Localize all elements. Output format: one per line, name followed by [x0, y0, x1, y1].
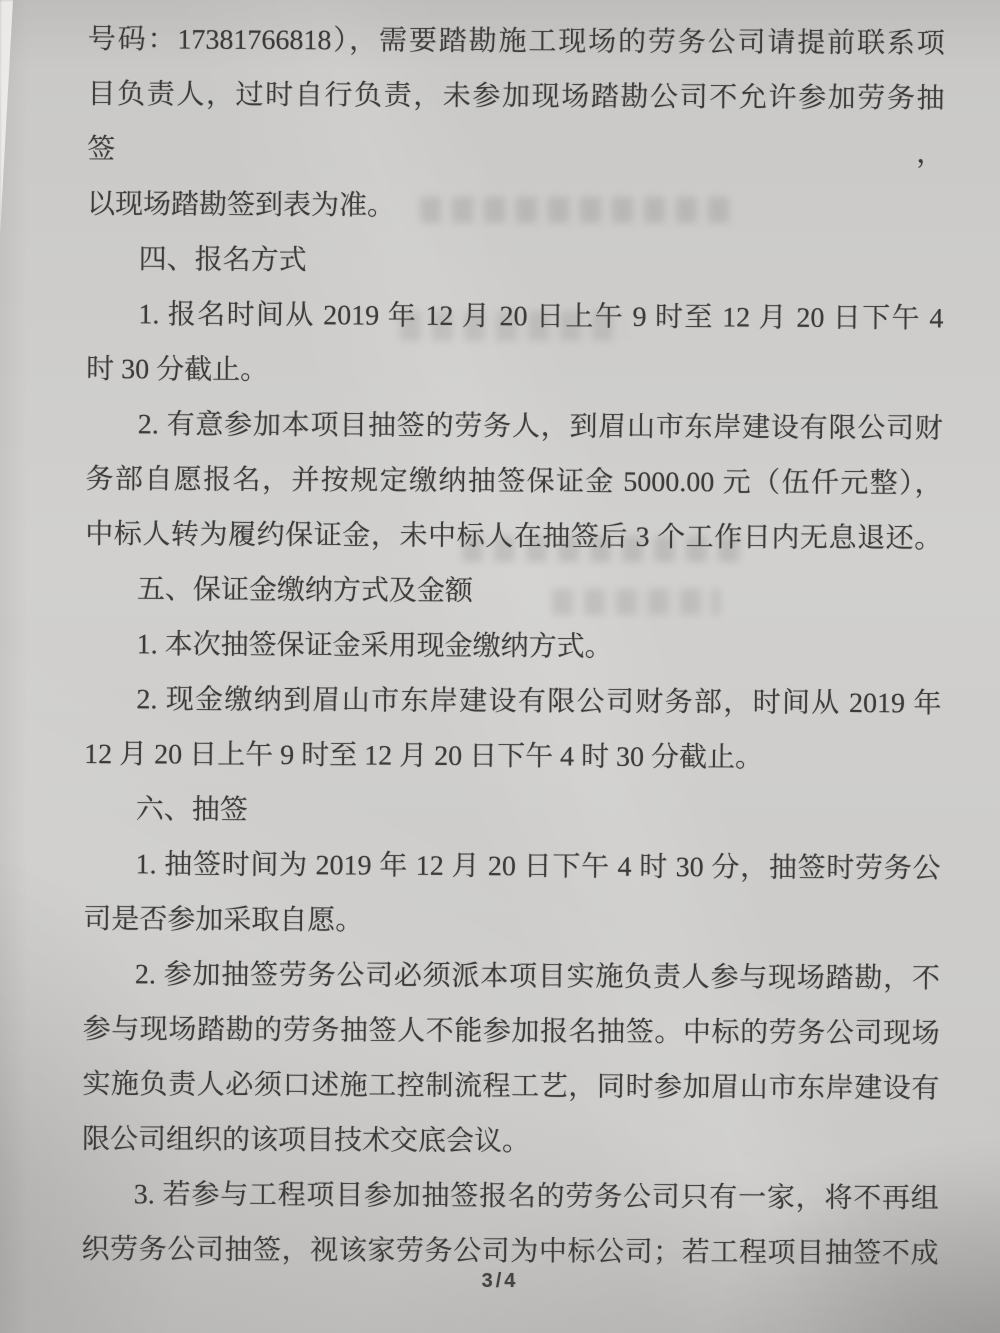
text-line: 号码：17381766818），需要踏勘施工现场的劳务公司请提前联系项: [87, 23, 945, 60]
text-line: 务部自愿报名，并按规定缴纳抽签保证金 5000.00 元（伍仟元整），: [85, 463, 943, 500]
text-line: 1. 抽签时间为 2019 年 12 月 20 日下午 4 时 30 分，抽签时劳务公: [135, 849, 941, 885]
text-line: 实施负责人必须口述施工控制流程工艺，同时参加眉山市东岸建设有: [82, 1068, 940, 1105]
text-line: 目负责人，过时自行负责，未参加现场踏勘公司不允许参加劳务抽签，: [87, 78, 945, 170]
text-line: 中标人转为履约保证金，未中标人在抽签后 3 个工作日内无息退还。: [85, 518, 943, 555]
section-heading-5: 五、保证金缴纳方式及金额: [136, 574, 474, 608]
document-body: [81, 12, 945, 1281]
text-line: 时 30 分截止。: [86, 353, 269, 386]
text-line: 2. 有意参加本项目抽签的劳务人，到眉山市东岸建设有限公司财: [137, 409, 943, 445]
text-line: 2. 现金缴纳到眉山市东岸建设有限公司财务部，时间从 2019 年: [136, 684, 942, 720]
text-line: 限公司组织的该项目技术交底会议。: [82, 1123, 531, 1158]
text-line: 3. 若参与工程项目参加抽签报名的劳务公司只有一家，将不再组: [133, 1179, 939, 1215]
page-number: 3/4: [481, 1270, 519, 1292]
text-line: 12 月 20 日上午 9 时至 12 月 20 日下午 4 时 30 分截止。: [84, 738, 764, 774]
text-line: 参与现场踏勘的劳务抽签人不能参加报名抽签。中标的劳务公司现场: [82, 1013, 940, 1050]
text-line: 织劳务公司抽签，视该家劳务公司为中标公司；若工程项目抽签不成: [81, 1233, 939, 1270]
paper-edge-highlight: [0, 0, 16, 240]
text-line: 以现场踏勘签到表为准。: [86, 188, 396, 222]
text-line: 2. 参加抽签劳务公司必须派本项目实施负责人参与现场踏勘，不: [134, 959, 941, 995]
text-line: 1. 报名时间从 2019 年 12 月 20 日上午 9 时至 12 月 20 日下午 4: [138, 299, 944, 335]
section-heading-6: 六、抽签: [135, 794, 248, 826]
text-line: 司是否参加采取自愿。: [83, 903, 364, 937]
section-heading-4: 四、报名方式: [138, 244, 307, 277]
text-line: 1. 本次抽签保证金采用现金缴纳方式。: [136, 629, 613, 663]
